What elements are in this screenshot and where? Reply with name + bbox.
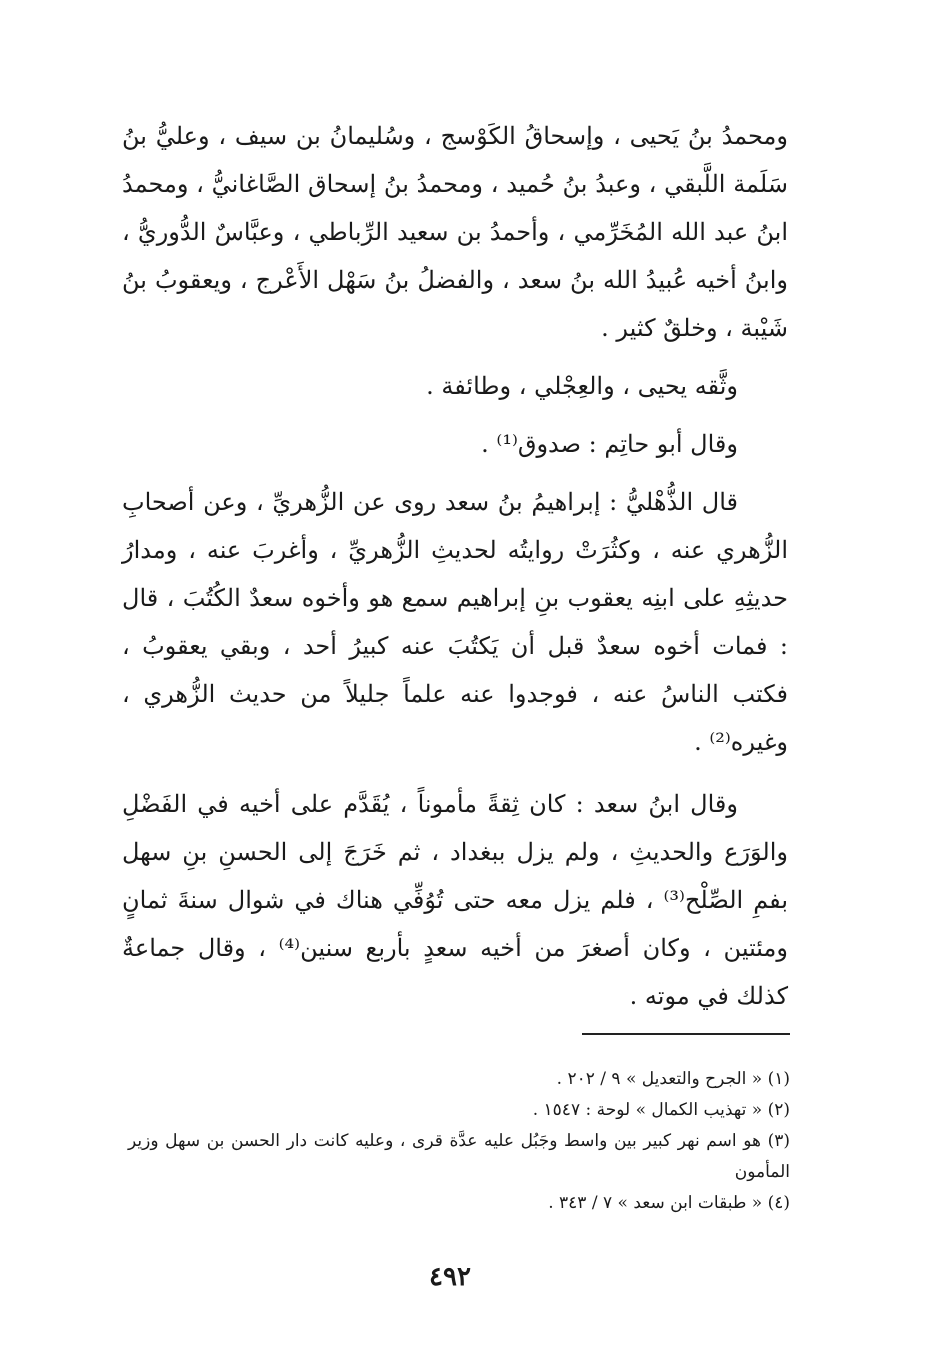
footnote-2: (٢) « تهذيب الكمال » لوحة : ١٥٤٧ .	[532, 1100, 790, 1120]
footnotes	[128, 1064, 790, 1219]
footnote-separator	[582, 1033, 790, 1035]
paragraph-ibn-saad: وقال ابنُ سعد : كان ثِقةً مأموناً ، يُقَدَّم على أخيه في الفَضْلِ والوَرَع والحديثِ ، ولم يزل ببغداد ، ثم خَرَجَ إلى الحسنِ بنِ سهل بفمِ الصِّلْح⁽³⁾ ، فلم يزل معه حتى تُوُفِّي هناك في شوال سنةَ ثمانٍ ومئتين ، وكان أصغرَ من أخيه سعدٍ بأربع سنين⁽⁴⁾ ، وقال جماعةٌ كذلك في موته .	[122, 790, 788, 1010]
footnote-1: (١) « الجرح والتعديل » ٩ / ٢٠٢ .	[556, 1069, 790, 1089]
footnote-4: (٤) « طبقات ابن سعد » ٧ / ٣٤٣ .	[548, 1193, 790, 1213]
paragraph-dhuhli: قال الذُّهْليُّ : إبراهيمُ بنُ سعد روى عن الزُّهريِّ ، وعن أصحابِ الزُّهري عنه ، وكثُرَتْ روايتُه لحديثِ الزُّهريِّ ، وأغربَ عنه ، ومدارُ حديثِهِ على ابنِه يعقوب بنِ إبراهيم سمع هو وأخوه سعدٌ الكُتُبَ ، قال : فمات أخوه سعدٌ قبل أن يَكتُبَ عنه كبيرُ أحد ، وبقي يعقوبُ ، فكتب الناسُ عنه ، فوجدوا عنه علماً جليلاً من حديث الزُّهري ، وغيره⁽²⁾ .	[122, 488, 788, 756]
paragraph-tawthiq: وثَّقه يحيى ، والعِجْلي ، وطائفة .	[426, 372, 738, 400]
paragraph-abu-hatim: وقال أبو حاتِم : صدوق⁽¹⁾ .	[481, 430, 738, 458]
footnote-3: (٣) هو اسم نهر كبير بين واسط وجَبُل عليه عدَّة قرى ، وعليه كانت دار الحسن بن سهل وزير المأمون	[128, 1131, 790, 1182]
paragraph-narrators: ومحمدُ بنُ يَحيى ، وإسحاقُ الكَوْسج ، وسُليمانُ بن سيف ، وعليُّ بنُ سَلَمة اللَّبقي ، وعبدُ بنُ حُميد ، ومحمدُ بنُ إسحاق الصَّاغانيُّ ، ومحمدُ ابنُ عبد الله المُخَرِّمي ، وأحمدُ بن سعيد الرِّباطي ، وعبَّاسٌ الدُّوريُّ ، وابنُ أخيه عُبيدُ الله بنُ سعد ، والفضلُ بنُ سَهْل الأَعْرج ، ويعقوبُ بنُ شَيْبة ، وخلقٌ كثير .	[122, 122, 788, 342]
main-text	[122, 112, 788, 1020]
page-number: ٤٩٢	[429, 1262, 471, 1292]
